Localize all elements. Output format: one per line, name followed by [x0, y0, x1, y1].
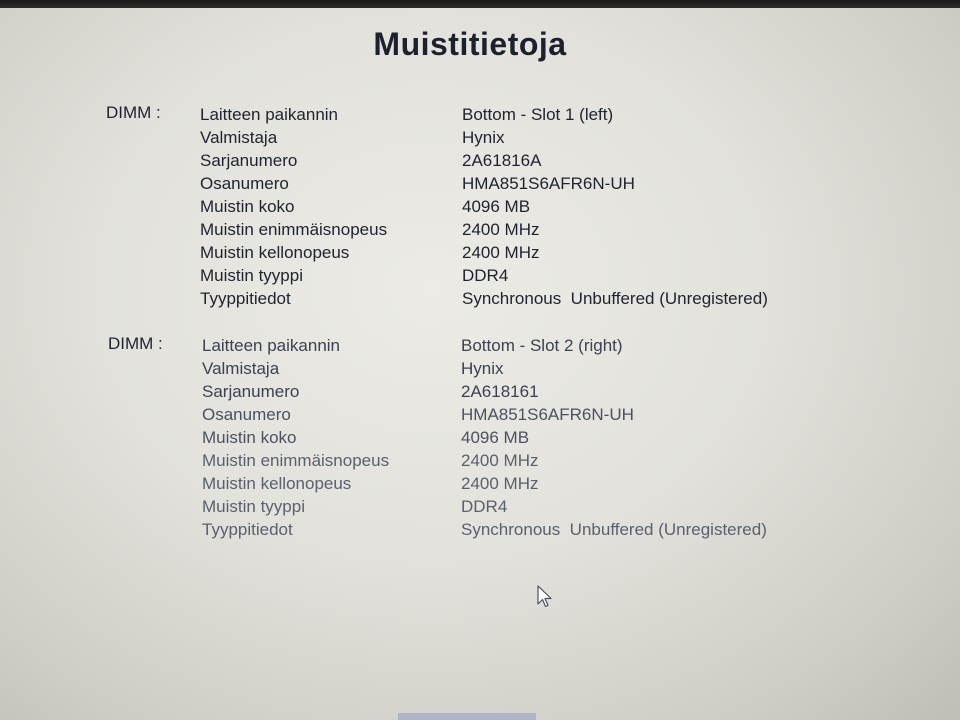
property-row-part-number [200, 172, 860, 195]
property-key: Muistin kellonopeus [202, 474, 352, 493]
property-key: Muistin koko [200, 197, 295, 216]
property-value: Hynix [462, 128, 505, 147]
property-row-type-detail [200, 518, 860, 541]
property-key: Valmistaja [202, 359, 280, 378]
property-key: Muistin koko [202, 428, 297, 447]
monitor-bezel [0, 0, 960, 8]
property-key: Osanumero [200, 174, 289, 193]
property-row-type [200, 264, 860, 287]
page-title: Muistitietoja [373, 26, 567, 62]
dimm-properties [200, 103, 860, 310]
property-value: Synchronous Unbuffered (Unregistered) [461, 520, 767, 539]
property-value: Bottom - Slot 1 (left) [462, 105, 614, 124]
property-row-manufacturer [200, 126, 860, 149]
property-row-size [200, 195, 860, 218]
property-key: Muistin enimmäisnopeus [200, 220, 388, 239]
property-key: Muistin tyyppi [202, 497, 305, 516]
bottom-bar-fragment [398, 713, 536, 720]
mouse-pointer-icon [537, 585, 553, 609]
property-value: 2400 MHz [462, 243, 540, 262]
property-key: Muistin kellonopeus [200, 243, 350, 262]
property-key: Tyyppitiedot [200, 289, 291, 308]
property-value: DDR4 [461, 497, 508, 516]
dimm-properties [200, 334, 860, 541]
property-row-locator [200, 103, 860, 126]
property-key: Muistin enimmäisnopeus [202, 451, 390, 470]
property-key: Muistin tyyppi [200, 266, 303, 285]
property-key: Laitteen paikannin [202, 336, 341, 355]
property-value: 2A618161 [461, 382, 539, 401]
property-value: 2A61816A [462, 151, 542, 170]
property-key: Valmistaja [200, 128, 278, 147]
property-value: DDR4 [462, 266, 509, 285]
property-key: Sarjanumero [200, 151, 298, 170]
property-key: Tyyppitiedot [202, 520, 293, 539]
property-key: Osanumero [202, 405, 291, 424]
property-value: Synchronous Unbuffered (Unregistered) [462, 289, 768, 308]
property-value: 2400 MHz [461, 451, 539, 470]
property-row-part-number [200, 403, 860, 426]
property-key: Sarjanumero [202, 382, 300, 401]
property-row-clock-speed [200, 472, 860, 495]
property-row-manufacturer [200, 357, 860, 380]
property-value: HMA851S6AFR6N-UH [462, 174, 635, 193]
property-row-serial [200, 380, 860, 403]
property-value: 2400 MHz [461, 474, 539, 493]
property-value: HMA851S6AFR6N-UH [461, 405, 634, 424]
property-row-type [200, 495, 860, 518]
property-value: 4096 MB [462, 197, 531, 216]
property-row-clock-speed [200, 241, 860, 264]
dimm-label: DIMM : [108, 334, 163, 353]
property-value: 4096 MB [461, 428, 530, 447]
property-value: 2400 MHz [462, 220, 540, 239]
property-row-max-speed [200, 218, 860, 241]
property-value: Bottom - Slot 2 (right) [461, 336, 623, 355]
property-key: Laitteen paikannin [200, 105, 339, 124]
property-value: Hynix [461, 359, 504, 378]
property-row-type-detail [200, 287, 860, 310]
property-row-locator [200, 334, 860, 357]
property-row-max-speed [200, 449, 860, 472]
property-row-serial [200, 149, 860, 172]
property-row-size [200, 426, 860, 449]
dimm-label: DIMM : [106, 103, 161, 122]
